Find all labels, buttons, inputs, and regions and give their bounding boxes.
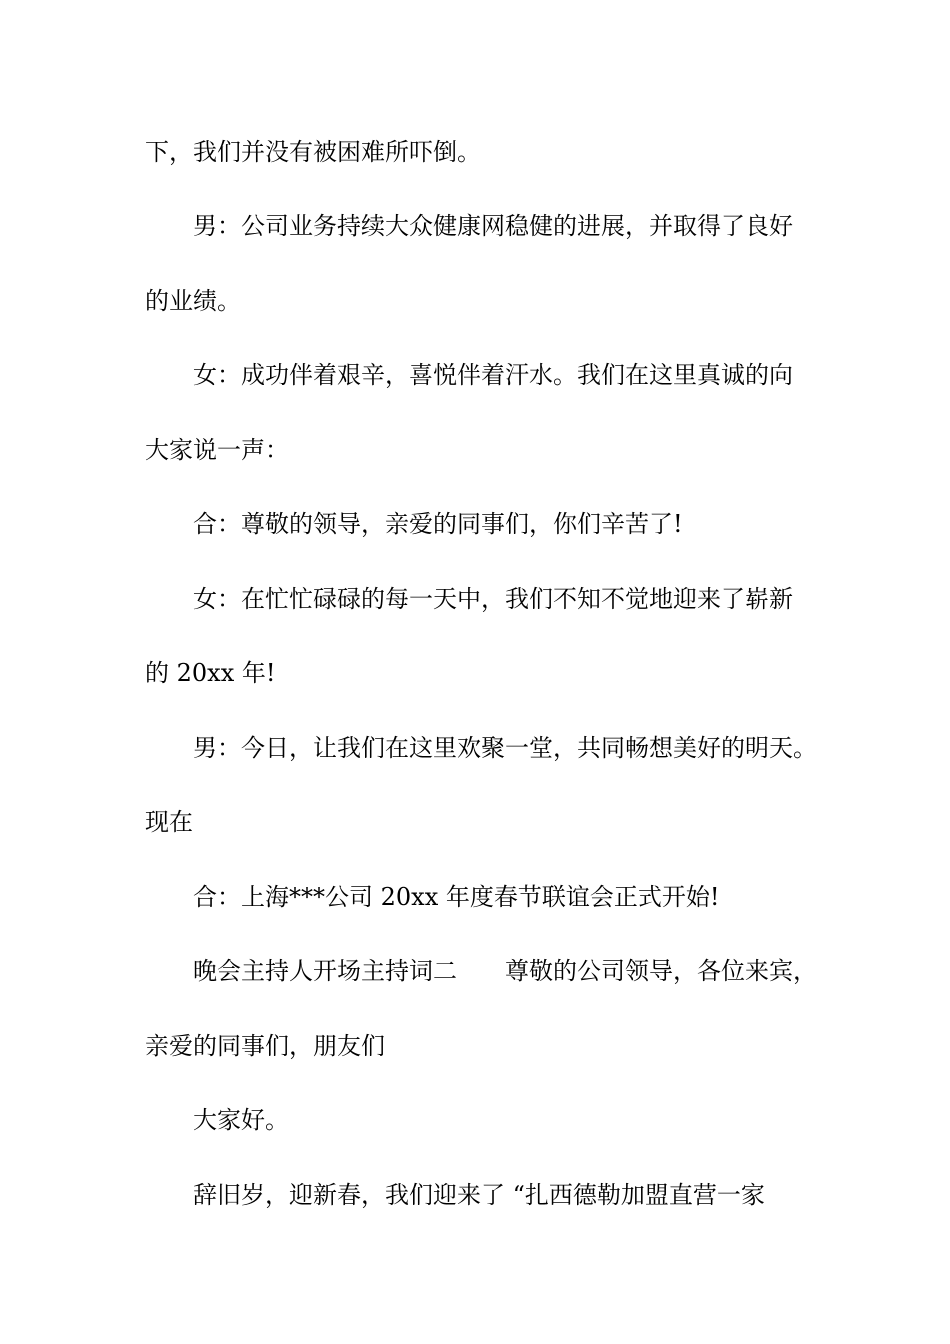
section-heading: 晚会主持人开场主持词二 [193,957,457,985]
text-line: 亲爱的同事们，朋友们 [145,1032,385,1060]
text-line: 大家说一声： [145,436,289,464]
text-line: 辞旧岁，迎新春，我们迎来了 “扎西德勒加盟直营一家 [193,1181,765,1209]
text-line: 男：公司业务持续大众健康网稳健的进展，并取得了良好 [193,212,793,240]
text-line: 女：成功伴着艰辛，喜悦伴着汗水。我们在这里真诚的向 [193,361,793,389]
text-line: 现在 [145,808,193,836]
text-line: 合：尊敬的领导，亲爱的同事们，你们辛苦了! [193,510,683,538]
text-line: 女：在忙忙碌碌的每一天中，我们不知不觉地迎来了崭新 [193,585,793,613]
greeting-text: 尊敬的公司领导，各位来宾， [505,957,817,985]
text-line: 男：今日，让我们在这里欢聚一堂，共同畅想美好的明天。 [193,734,817,762]
text-line [193,955,893,987]
text-line: 的 20xx 年! [145,659,276,687]
text-line: 下，我们并没有被困难所吓倒。 [145,138,481,166]
text-line: 合：上海***公司 20xx 年度春节联谊会正式开始! [193,883,720,911]
text-line: 大家好。 [193,1106,289,1134]
text-line: 的业绩。 [145,287,241,315]
